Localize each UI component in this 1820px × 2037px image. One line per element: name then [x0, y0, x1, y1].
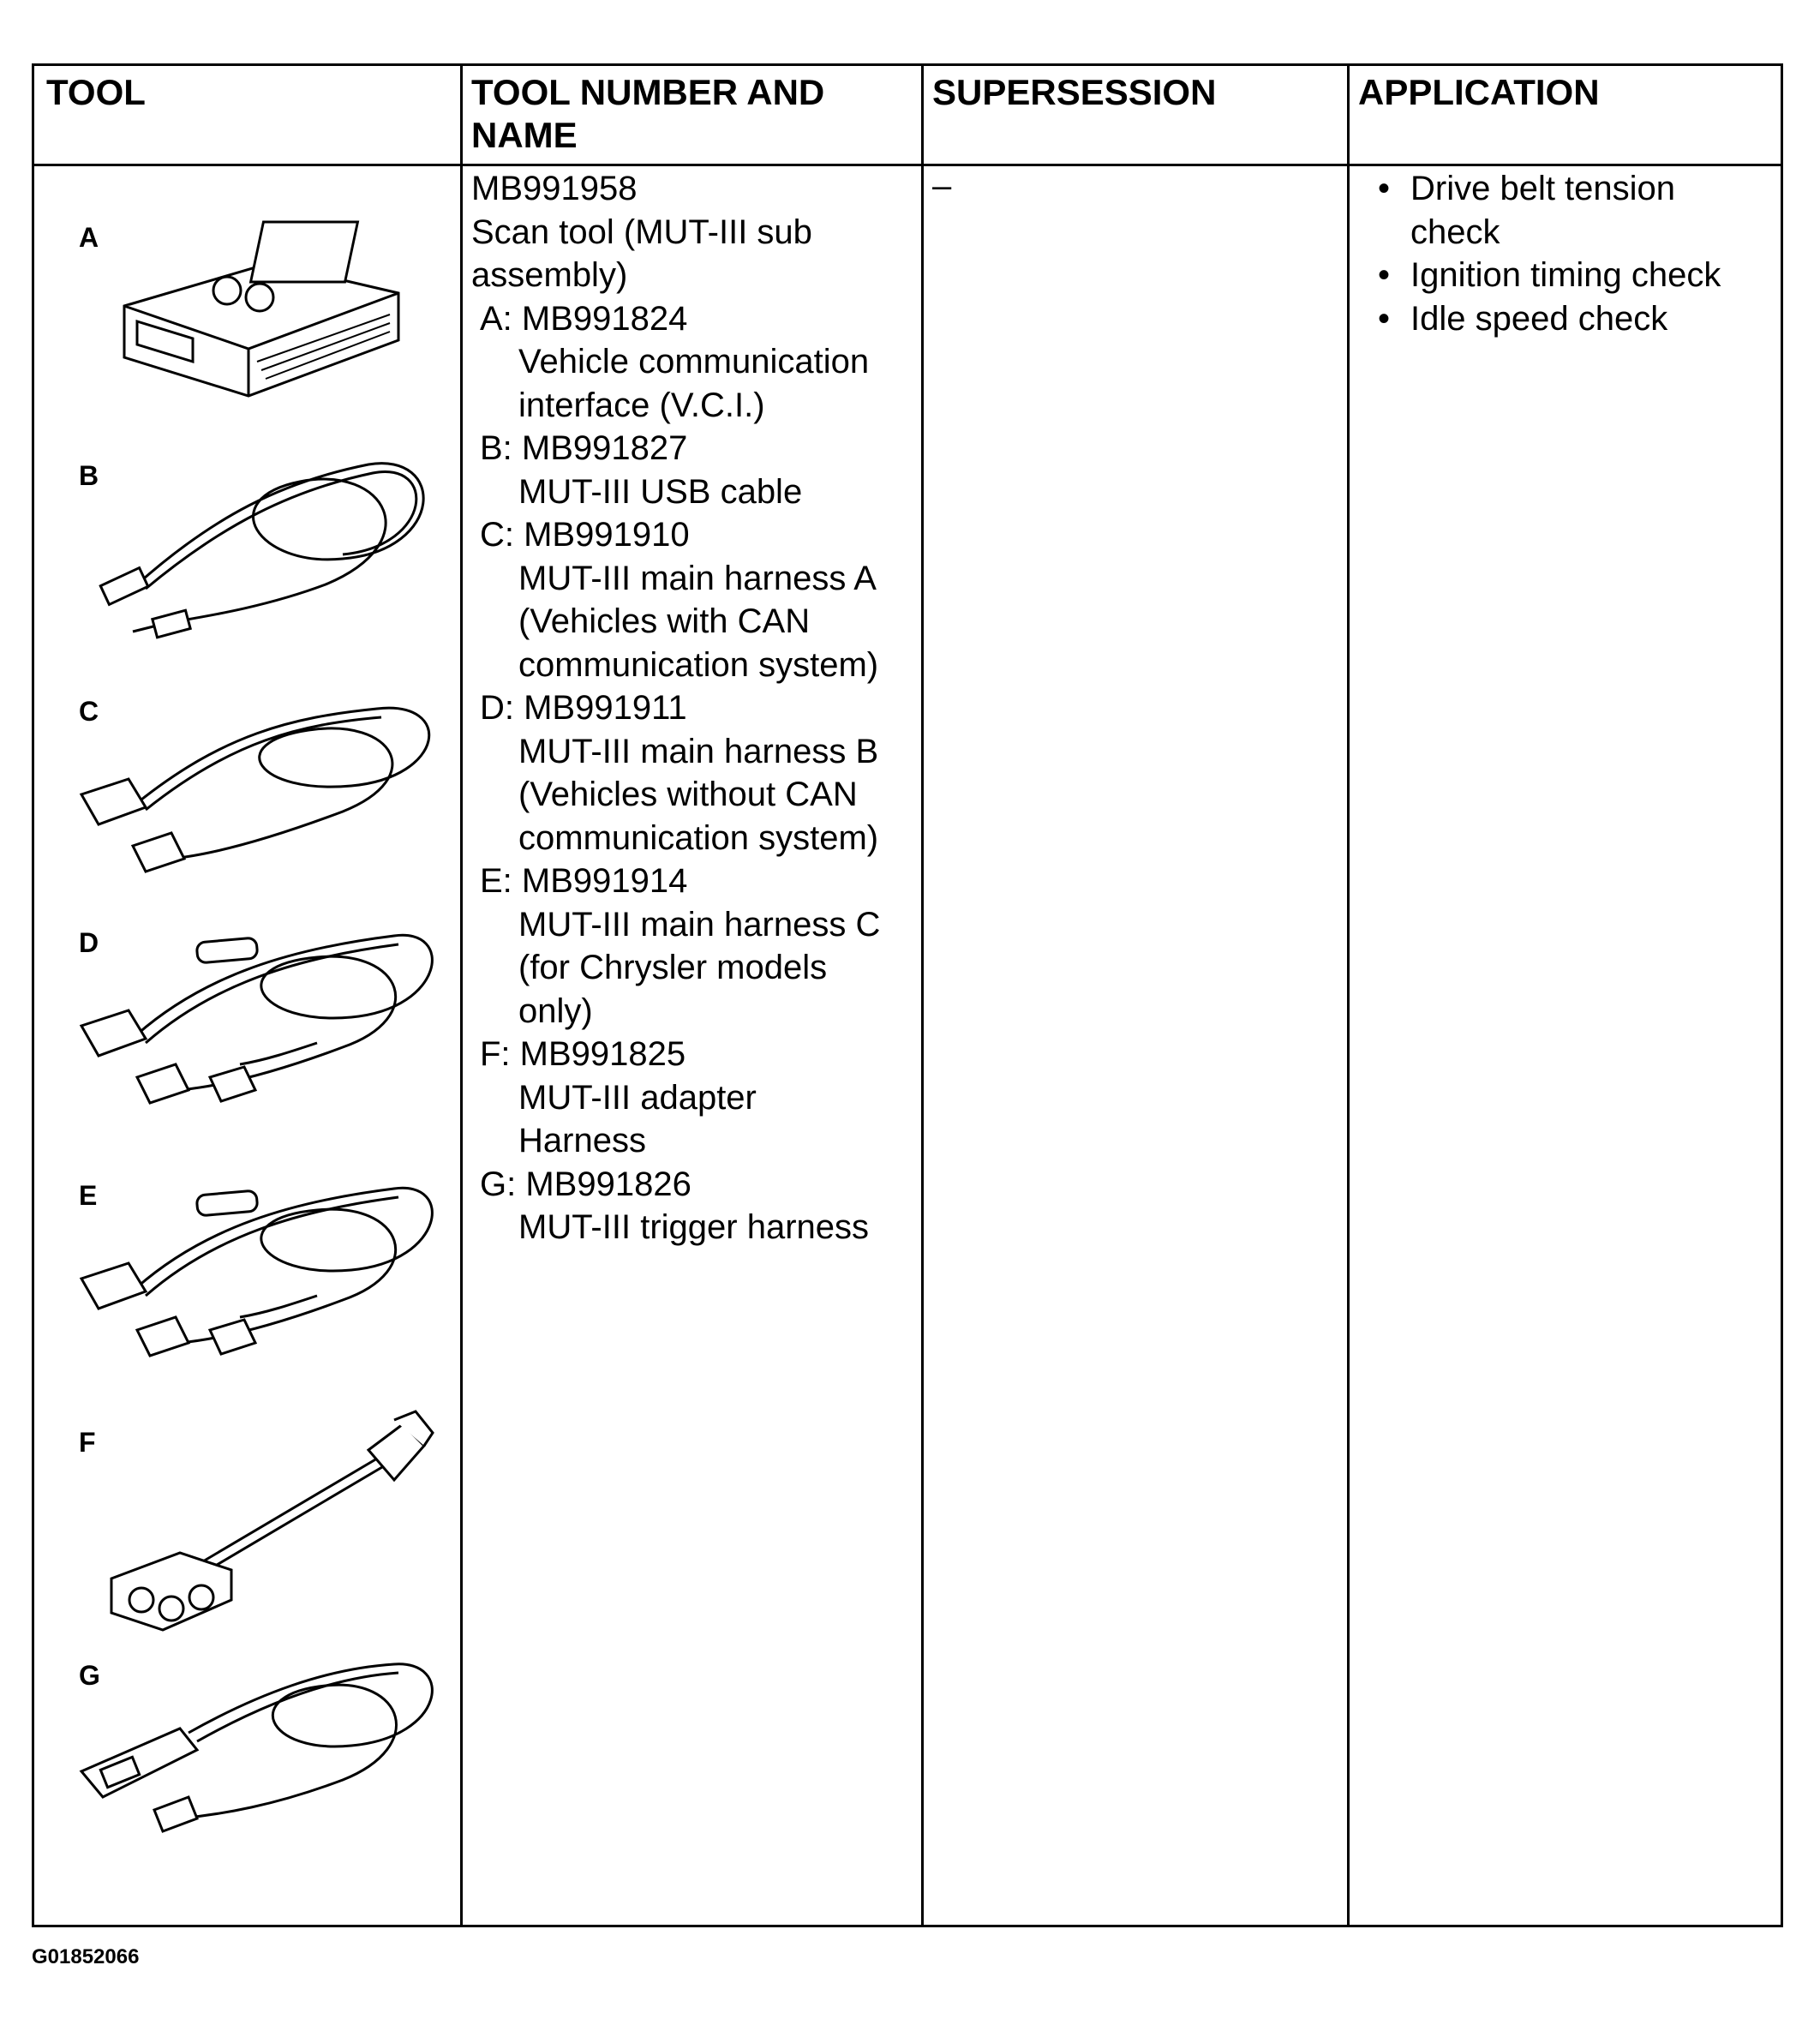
tool-line: Scan tool (MUT-III sub [471, 213, 812, 251]
tool-line: communication system) [518, 645, 879, 684]
tool-number-and-name-cell [471, 167, 917, 1249]
tool-line: MUT-III adapter [518, 1078, 757, 1117]
main-harness-a-image [69, 683, 446, 880]
application-cell [1369, 167, 1772, 340]
tool-line: B: MB991827 [480, 429, 688, 467]
tool-line: communication system) [518, 818, 879, 857]
trigger-harness-image [69, 1643, 446, 1848]
column-divider [460, 66, 463, 1925]
tool-line: (Vehicles without CAN [518, 776, 858, 813]
application-text: Drive belt tension check [1410, 170, 1676, 251]
vci-device-image [99, 212, 424, 417]
column-divider [1347, 66, 1350, 1925]
application-item [1369, 254, 1772, 297]
header-supersession: SUPERSESSION [932, 72, 1217, 112]
tool-line: MUT-III main harness A [518, 559, 877, 597]
tool-line: Harness [518, 1122, 646, 1159]
bullet-icon: • [1378, 256, 1391, 294]
tool-line: MUT-III main harness C [518, 905, 881, 944]
tool-line: assembly) [471, 256, 628, 294]
tool-table [32, 63, 1783, 1927]
application-text: Idle speed check [1410, 299, 1668, 338]
main-harness-b-image [69, 914, 446, 1120]
header-tool-number-and-name: TOOL NUMBER AND NAME [471, 72, 825, 155]
tool-line: (Vehicles with CAN [518, 602, 811, 640]
tool-line: (for Chrysler models [518, 949, 828, 986]
figure-id: G01852066 [32, 1945, 140, 1968]
main-harness-c-image [69, 1167, 446, 1373]
application-text: Ignition timing check [1410, 256, 1721, 294]
tool-label-b: B [79, 460, 99, 491]
tool-line: MB991958 [471, 170, 638, 207]
tool-line: MUT-III USB cable [518, 472, 803, 511]
tool-label-e: E [79, 1180, 98, 1211]
bullet-icon: • [1378, 170, 1391, 207]
tool-line: MUT-III trigger harness [518, 1208, 870, 1246]
tool-label-c: C [79, 696, 99, 727]
tool-line: A: MB991824 [480, 299, 688, 338]
bullet-icon: • [1378, 299, 1391, 338]
adapter-harness-image [86, 1399, 446, 1656]
tool-line: C: MB991910 [480, 516, 690, 554]
usb-cable-image [86, 447, 446, 644]
header-application: APPLICATION [1358, 72, 1600, 112]
tool-line: MUT-III main harness B [518, 732, 879, 770]
tool-label-d: D [79, 927, 99, 958]
tool-label-g: G [79, 1660, 100, 1691]
tool-line: F: MB991825 [480, 1035, 686, 1073]
header-divider [34, 164, 1781, 166]
supersession-cell: – [932, 167, 952, 205]
tool-label-f: F [79, 1427, 96, 1458]
application-item [1369, 297, 1772, 341]
tool-line: only) [518, 992, 593, 1030]
column-divider [921, 66, 924, 1925]
tool-line: interface (V.C.I.) [518, 386, 765, 424]
tool-line: G: MB991826 [480, 1165, 691, 1203]
tool-line: E: MB991914 [480, 862, 688, 900]
application-item [1369, 167, 1772, 254]
header-tool: TOOL [46, 72, 146, 112]
tool-label-a: A [79, 222, 99, 253]
tool-line: D: MB991911 [480, 689, 687, 727]
tool-line: Vehicle communication [518, 343, 870, 380]
